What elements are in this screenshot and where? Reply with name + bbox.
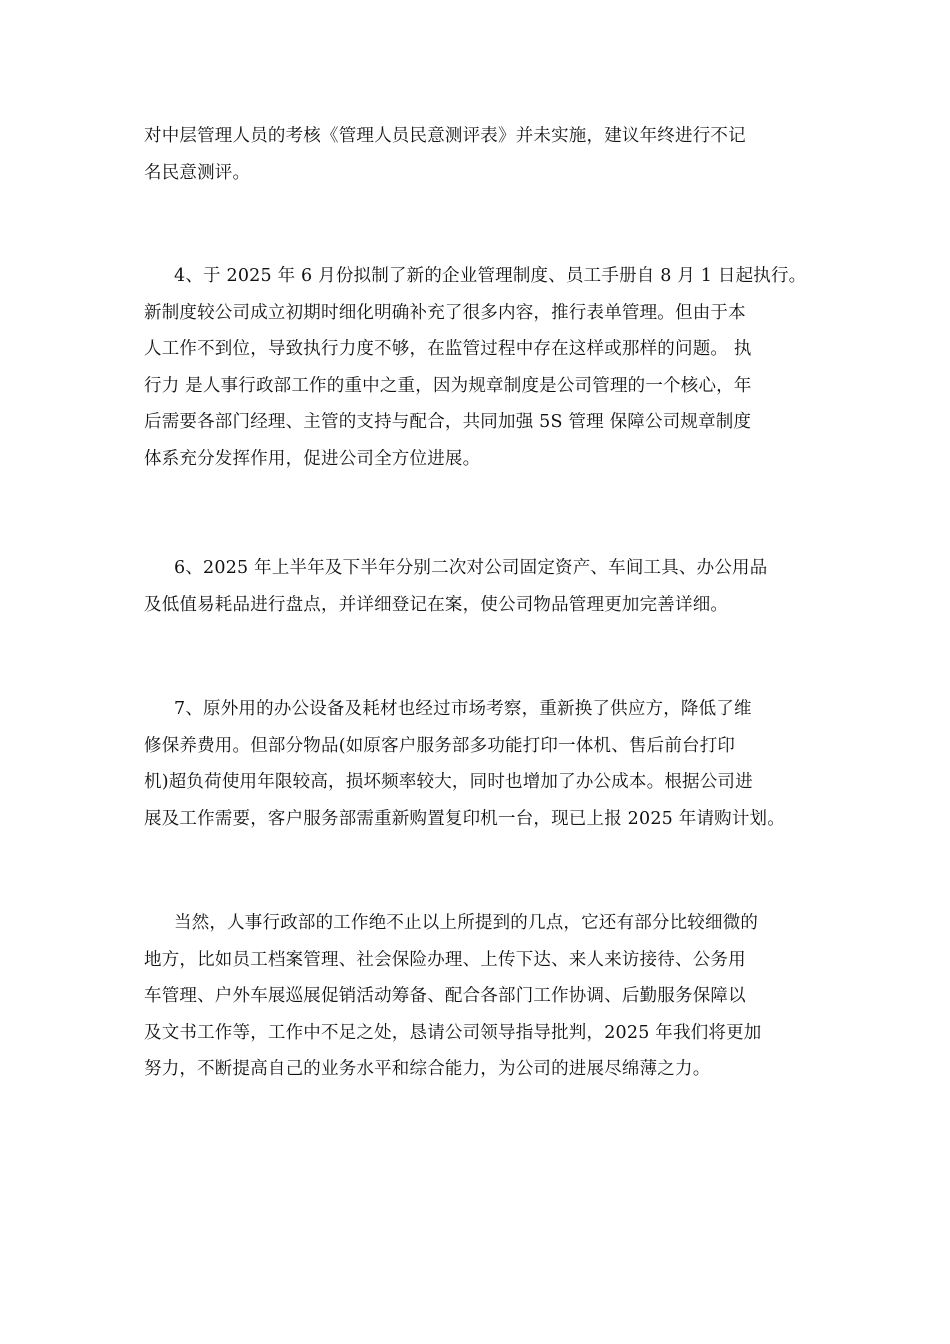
text-line: 体系充分发挥作用，促进公司全方位进展。 — [144, 448, 481, 469]
paragraph-item-6 — [144, 550, 824, 623]
text-line: 行力 是人事行政部工作的重中之重，因为规章制度是公司管理的一个核心，年 — [144, 375, 752, 396]
paragraph-evaluation — [144, 118, 824, 191]
paragraph-conclusion — [144, 905, 824, 1088]
paragraph-item-4 — [144, 258, 824, 477]
text-line: 及文书工作等，工作中不足之处，恳请公司领导指导批判，2025 年我们将更加 — [144, 1022, 762, 1043]
text-line: 7、原外用的办公设备及耗材也经过市场考察，重新换了供应方，降低了维 — [174, 699, 752, 719]
text-line: 对中层管理人员的考核《管理人员民意测评表》并未实施，建议年终进行不记 — [144, 126, 746, 146]
text-line: 展及工作需要，客户服务部需重新购置复印机一台，现已上报 2025 年请购计划。 — [144, 808, 785, 829]
text-line: 4、于 2025 年 6 月份拟制了新的企业管理制度、员工手册自 8 月 1 日起执行。 — [174, 266, 807, 286]
text-line: 当然，人事行政部的工作绝不止以上所提到的几点，它还有部分比较细微的 — [174, 913, 759, 933]
text-line: 努力，不断提高自己的业务水平和综合能力，为公司的进展尽绵薄之力。 — [144, 1059, 711, 1079]
text-line: 修保养费用。但部分物品(如原客户服务部多功能打印一体机、售后前台打印 — [144, 735, 736, 756]
paragraph-item-7 — [144, 691, 824, 837]
text-line: 人工作不到位，导致执行力度不够，在监管过程中存在这样或那样的问题。 执 — [144, 339, 752, 359]
text-line: 及低值易耗品进行盘点，并详细登记在案，使公司物品管理更加完善详细。 — [144, 594, 729, 615]
text-line: 名民意测评。 — [144, 162, 251, 183]
text-line: 机)超负荷使用年限较高，损坏频率较大，同时也增加了办公成本。根据公司进 — [144, 772, 753, 792]
text-line: 6、2025 年上半年及下半年分别二次对公司固定资产、车间工具、办公用品 — [174, 558, 768, 578]
text-line: 后需要各部门经理、主管的支持与配合，共同加强 5S 管理 保障公司规章制度 — [144, 412, 752, 432]
text-line: 新制度较公司成立初期时细化明确补充了很多内容，推行表单管理。但由于本 — [144, 302, 746, 323]
text-line: 车管理、户外车展巡展促销活动筹备、配合各部门工作协调、后勤服务保障以 — [144, 986, 746, 1006]
text-line: 地方，比如员工档案管理、社会保险办理、上传下达、来人来访接待、公务用 — [144, 949, 746, 970]
